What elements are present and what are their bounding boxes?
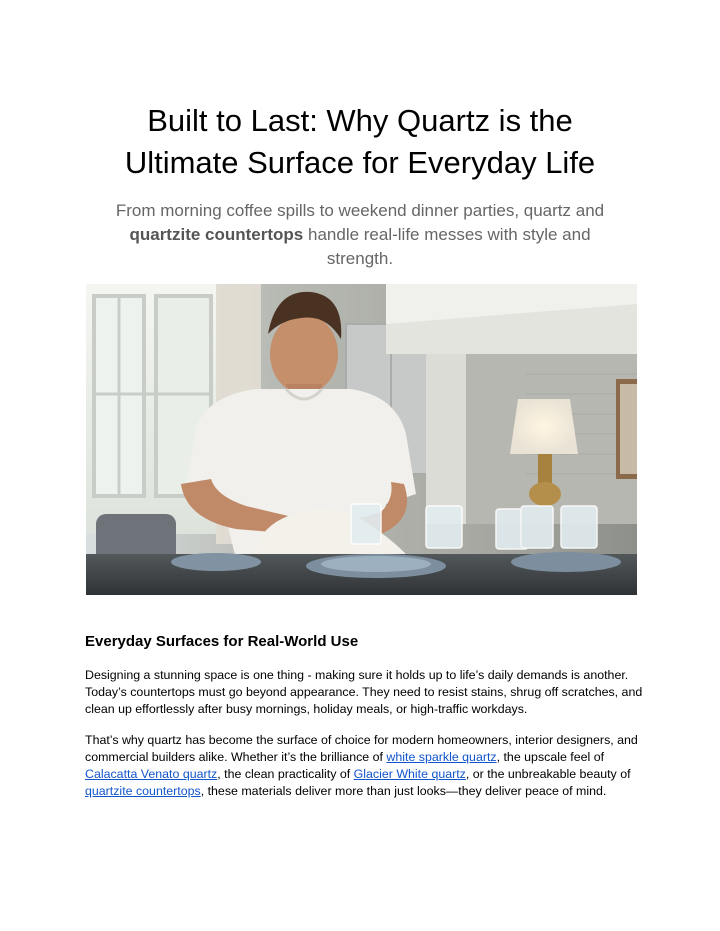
title-line-2: Ultimate Surface for Everyday Life (124, 145, 596, 180)
link-quartzite-countertops[interactable]: quartzite countertops (85, 784, 201, 798)
subtitle-text-start: From morning coffee spills to weekend dinner parties, quartz and (115, 201, 605, 220)
link-calacatta-venato-quartz[interactable]: Calacatta Venato quartz (85, 767, 218, 781)
link-glacier-white-quartz[interactable]: Glacier White quartz (353, 767, 466, 781)
link-white-sparkle-quartz[interactable]: white sparkle quartz (386, 750, 497, 764)
paragraph-2-text-5: , these materials deliver more than just looks—they deliver peace of mind. (200, 784, 607, 798)
subtitle-text-end: handle real-life messes with style and strength. (308, 225, 591, 268)
title-line-1: Built to Last: Why Quartz is the (147, 103, 573, 138)
paragraph-2 (85, 732, 645, 800)
paragraph-1: Designing a stunning space is one thing - making sure it holds up to life’s daily demands is another. Today’s countertops must go beyond appearance. They need to resist stains, shrug off scratches, and clean up effortlessly after busy mornings, holiday meals, or high-traffic workdays. (85, 668, 643, 716)
hero-image (86, 284, 637, 595)
page-subtitle (95, 199, 625, 271)
page-title (60, 100, 660, 184)
paragraph-2-text-2: , the upscale feel of (496, 750, 605, 764)
hero-illustration (86, 284, 637, 595)
paragraph-2-text-3: , the clean practicality of (217, 767, 354, 781)
section-heading: Everyday Surfaces for Real-World Use (85, 633, 359, 650)
paragraph-2-text-4: , or the unbreakable beauty of (465, 767, 631, 781)
paragraph-2-text-1: That’s why quartz has become the surface of choice for modern homeowners, interior designers, and commercial builders alike. Whether it’s the brilliance of (85, 733, 638, 764)
subtitle-bold-text: quartzite countertops (129, 225, 304, 244)
